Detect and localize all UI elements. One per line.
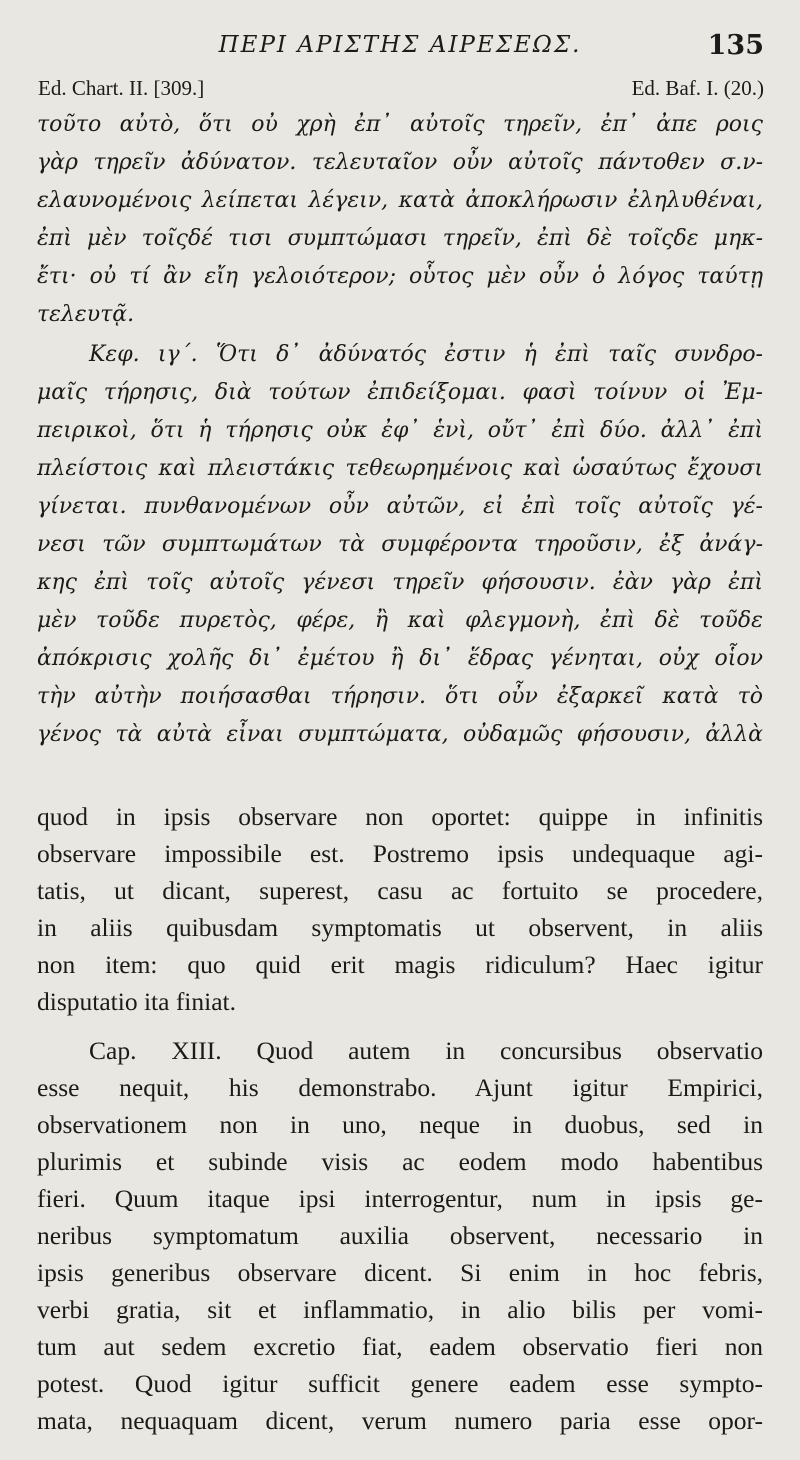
greek-paragraph-1: [37, 106, 763, 334]
text-line: fieri. Quum itaque ipsi interrogentur, num in ipsis ge-: [37, 1184, 763, 1213]
text-line: γένος τὰ αὐτὰ εἶναι συμπτώματα, οὐδαμῶς φήσουσιν, ἀλλὰ: [37, 722, 763, 747]
text-line: τελευτᾷ.: [37, 302, 135, 327]
text-line: πειρικοὶ, ὅτι ἡ τήρησις οὐκ ἐφ᾿ ἑνὶ, οὔτ᾿ ἐπὶ δύο. ἀλλ᾿ ἐπὶ: [37, 418, 763, 443]
text-line: μαῖς τήρησις, διὰ τούτων ἐπιδείξομαι. φασὶ τοίνυν οἱ Ἐμ-: [37, 380, 763, 405]
running-head: [0, 30, 800, 64]
text-line: verbi gratia, sit et inflammatio, in alio bilis per vomi-: [37, 1295, 763, 1324]
text-line: τὴν αὐτὴν ποιήσασθαι τήρησιν. ὅτι οὖν ἐξαρκεῖ κατὰ τὸ: [37, 684, 763, 709]
text-line: ἔτι· οὐ τί ἂν εἴη γελοιότερον; οὗτος μὲν οὖν ὁ λόγος ταύτῃ: [37, 264, 763, 289]
edition-chartier-ref: Ed. Chart. II. [309.]: [38, 76, 205, 100]
text-line: ἀπόκρισις χολῆς δι᾿ ἐμέτου ἢ δι᾿ ἕδρας γένηται, οὐχ οἷον: [37, 646, 763, 671]
text-line: non item: quo quid erit magis ridiculum? Haec igitur: [37, 950, 763, 979]
chapter-heading-line: Κεφ. ιγ΄. Ὅτι δ᾿ ἀδύνατός ἐστιν ἡ ἐπὶ ταῖς συνδρο-: [89, 342, 763, 367]
text-line: ἐπὶ μὲν τοῖςδέ τισι συμπτώμασι τηρεῖν, ἐπὶ δὲ τοῖςδε μηκ-: [37, 226, 763, 251]
running-title: ΠΕΡΙ ΑΡΙΣΤΗΣ ΑΙΡΕΣΕΩΣ.: [218, 32, 582, 58]
text-line: tum aut sedem excretio fiat, eadem observatio fieri non: [37, 1332, 763, 1361]
text-line: τοῦτο αὐτὸ, ὅτι οὐ χρὴ ἐπ᾿ αὐτοῖς τηρεῖν, ἐπ᾿ ἀπε ροις: [37, 112, 763, 137]
latin-paragraph-2: [37, 1032, 763, 1439]
text-line: πλείστοις καὶ πλειστάκις τεθεωρημένοις καὶ ὡσαύτως ἔχουσι: [37, 456, 763, 481]
text-line: quod in ipsis observare non oportet: quippe in infinitis: [37, 802, 763, 831]
text-line: observationem non in uno, neque in duobus, sed in: [37, 1110, 763, 1139]
text-line: ελαυνομένοις λείπεται λέγειν, κατὰ ἀποκλήρωσιν ἐληλυθέναι,: [37, 188, 763, 213]
text-line: νεσι τῶν συμπτωμάτων τὰ συμφέροντα τηροῦσιν, ἐξ ἀνάγ-: [37, 532, 763, 557]
text-line: κης ἐπὶ τοῖς αὐτοῖς γένεσι τηρεῖν φήσουσιν. ἐὰν γὰρ ἐπὶ: [37, 570, 763, 595]
text-line: μὲν τοῦδε πυρετὸς, φέρε, ἢ καὶ φλεγμονὴ, ἐπὶ δὲ τοῦδε: [37, 608, 763, 633]
text-line: potest. Quod igitur sufficit genere eadem esse sympto-: [37, 1369, 763, 1398]
chapter-heading-line: Cap. XIII. Quod autem in concursibus observatio: [89, 1036, 763, 1065]
text-line: neribus symptomatum auxilia observent, necessario in: [37, 1221, 763, 1250]
text-line: plurimis et subinde visis ac eodem modo habentibus: [37, 1147, 763, 1176]
text-line: in aliis quibusdam symptomatis ut observent, in aliis: [37, 913, 763, 942]
text-line: mata, nequaquam dicent, verum numero paria esse opor-: [37, 1406, 763, 1435]
text-line: esse nequit, his demonstrabo. Ajunt igitur Empirici,: [37, 1073, 763, 1102]
latin-paragraph-1: [37, 798, 763, 1020]
text-line: γὰρ τηρεῖν ἀδύνατον. τελευταῖον οὖν αὐτοῖς πάντοθεν σ.ν-: [37, 150, 763, 175]
text-line: tatis, ut dicant, superest, casu ac fortuito se procedere,: [37, 876, 763, 905]
text-line: γίνεται. πυνθανομένων οὖν αὐτῶν, εἰ ἐπὶ τοῖς αὐτοῖς γέ-: [37, 494, 763, 519]
edition-basel-ref: Ed. Baf. I. (20.): [631, 76, 764, 100]
edition-reference-line: [38, 76, 764, 102]
text-line: observare impossibile est. Postremo ipsis undequaque agi-: [37, 839, 763, 868]
page-number: 135: [707, 30, 764, 61]
text-line: ipsis generibus observare dicent. Si enim in hoc febris,: [37, 1258, 763, 1287]
text-line: disputatio ita finiat.: [37, 987, 237, 1016]
greek-paragraph-2: [37, 336, 763, 754]
